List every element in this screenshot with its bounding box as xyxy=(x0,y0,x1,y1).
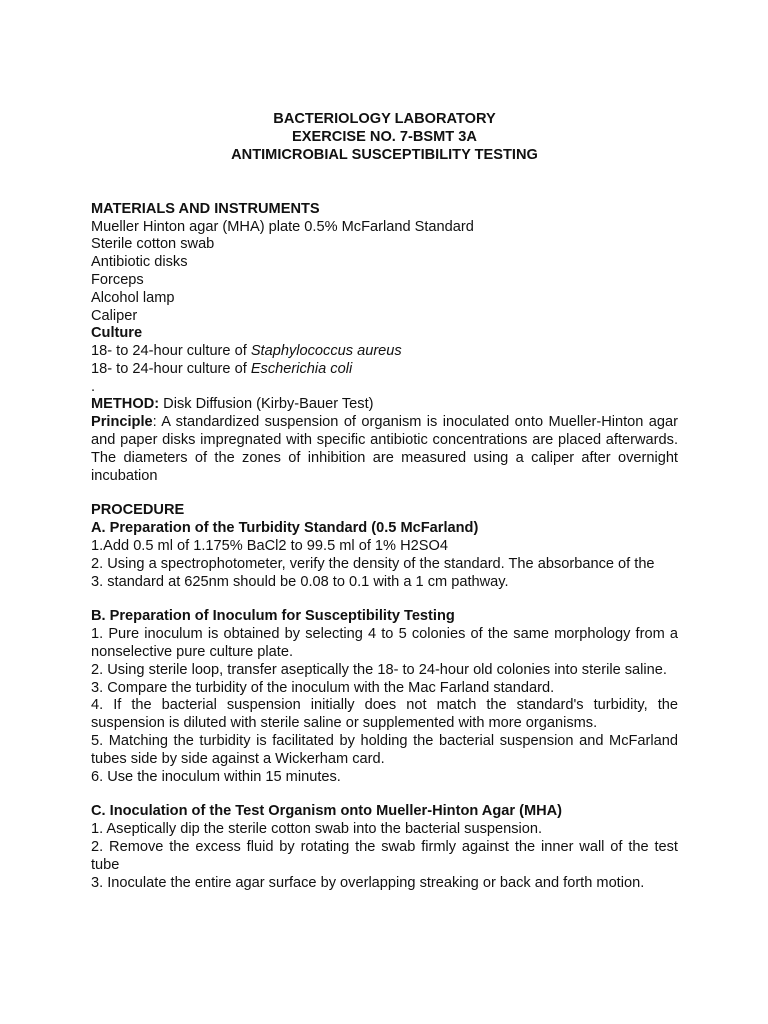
culture-heading: Culture xyxy=(91,325,143,342)
lab-title: BACTERIOLOGY LABORATORY xyxy=(273,111,496,127)
material-item: Caliper xyxy=(91,307,138,324)
organism-name: Escherichia coli xyxy=(250,360,353,377)
method-value: Disk Diffusion (Kirby-Bauer Test) xyxy=(159,396,374,413)
culture-prefix: 18- to 24-hour culture of xyxy=(91,343,251,360)
procedure-step: 6. Use the inoculum within 15 minutes. xyxy=(91,768,341,785)
exercise-title: EXERCISE NO. 7-BSMT 3A xyxy=(292,128,477,145)
material-item: Antibiotic disks xyxy=(91,254,188,271)
culture-item xyxy=(91,361,678,379)
subsection-b-heading: B. Preparation of Inoculum for Susceptibility Testing xyxy=(91,608,455,625)
procedure-step: 3. Compare the turbidity of the inoculum with the Mac Farland standard. xyxy=(91,679,555,696)
material-item: Sterile cotton swab xyxy=(91,236,215,253)
organism-name: Staphylococcus aureus xyxy=(250,343,402,360)
procedure-heading: PROCEDURE xyxy=(91,502,185,519)
material-item: Forceps xyxy=(91,271,144,288)
culture-prefix: 18- to 24-hour culture of xyxy=(91,360,251,377)
material-item: Alcohol lamp xyxy=(91,289,175,306)
materials-section xyxy=(91,201,678,326)
principle-label: Principle xyxy=(91,414,153,431)
procedure-step: 1.Add 0.5 ml of 1.175% BaCl2 to 99.5 ml of 1% H2SO4 xyxy=(91,538,448,555)
method-label: METHOD: xyxy=(91,396,160,413)
procedure-step: 3. Inoculate the entire agar surface by overlapping streaking or back and forth motion. xyxy=(91,874,645,891)
procedure-step: 2. Remove the excess fluid by rotating the swab firmly against the inner wall of the test tube xyxy=(91,839,678,873)
method-line xyxy=(91,396,678,414)
material-item: Mueller Hinton agar (MHA) plate 0.5% McFarland Standard xyxy=(91,218,474,235)
subsection-c-heading: C. Inoculation of the Test Organism onto Mueller-Hinton Agar (MHA) xyxy=(91,803,563,820)
culture-item xyxy=(91,343,678,361)
subsection-a-heading: A. Preparation of the Turbidity Standard (0.5 McFarland) xyxy=(91,520,479,537)
procedure-section xyxy=(91,502,678,892)
procedure-step: 3. standard at 625nm should be 0.08 to 0.1 with a 1 cm pathway. xyxy=(91,573,509,590)
topic-title: ANTIMICROBIAL SUSCEPTIBILITY TESTING xyxy=(231,146,538,163)
method-section xyxy=(91,396,678,485)
procedure-step: 1. Pure inoculum is obtained by selecting 4 to 5 colonies of the same morphology from a nonselective pure culture plate. xyxy=(91,626,678,661)
principle-paragraph xyxy=(91,414,678,485)
materials-heading: MATERIALS AND INSTRUMENTS xyxy=(91,200,320,217)
principle-text: : A standardized suspension of organism is inoculated onto Mueller-Hinton agar and paper disks impregnated with specific antibiotic concentrations are placed afterwards. The diameters of the zones of inhibition are measured using a caliper after overnight incubation xyxy=(91,414,678,484)
document-title-block xyxy=(91,111,678,165)
procedure-step: 2. Using a spectrophotometer, verify the density of the standard. The absorbance of the xyxy=(91,555,655,572)
stray-dot: . xyxy=(91,378,96,395)
procedure-step: 1. Aseptically dip the sterile cotton swab into the bacterial suspension. xyxy=(91,821,543,838)
procedure-step: 2. Using sterile loop, transfer aseptically the 18- to 24-hour old colonies into sterile saline. xyxy=(91,661,667,678)
document-page xyxy=(91,111,678,892)
culture-section xyxy=(91,325,678,396)
procedure-step: 4. If the bacterial suspension initially does not match the standard's turbidity, the suspension is diluted with sterile saline or supplemented with more organisms. xyxy=(91,697,678,732)
procedure-step: 5. Matching the turbidity is facilitated by holding the bacterial suspension and McFarland tubes side by side against a Wickerham card. xyxy=(91,733,678,767)
